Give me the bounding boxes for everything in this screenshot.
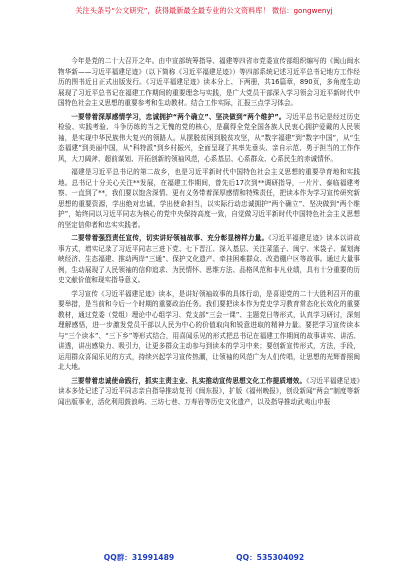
footer-qq: QQ：535304092 (236, 553, 305, 562)
paragraph-6-text: 《习近平福建足迹》读本多处记述了习近平同志亲自指导推动复刊《闽东报》，扩版《福州晚报》，创设新闻“两会”制度等新闻出版事业，活化利用鼓浪屿、三坊七巷、万寿岩等历史文化遗产，以及指导推动武夷山申报 (58, 376, 361, 406)
paragraph-2-text: 习近平总书记是经过历史检验、实践考验、斗争历练的当之无愧的党的核心，是赢得全党全国各族人民衷心拥护爱戴的人民领袖，是实现中华民族伟大复兴的领路人。从摆脱贫困到脱贫攻坚，从“数字福建”到“数字中国”，从“生态福建”到美丽中国，从“科特派”到乡村振兴，全面呈现了其率先垂头、亲自示范、勇于担当的工作作风，大刀阔斧、超前谋划、开拓创新的领袖风范，心系基层、心系群众、心系民生的赤诚情怀。 (58, 112, 360, 163)
paragraph-3 (58, 167, 360, 230)
footer-contacts (0, 552, 408, 563)
paragraph-4-text: 《习近平福建足迹》读本以讲故事方式，增实记录了习近平同志三进下党、七下晋江、深入基层、关注菜篮子、闽宁、米袋子、谋划海峡经济、生态福建、推动两岸“三通”、保护文化遗产、牵挂困难群众、改造棚户区等故事。通过大量事例，生动展现了人民领袖的信仰追求、为民情怀、思维方法、品格风范和非凡业绩，具有十分重要的历史文献价值和现实指导意义。 (58, 234, 360, 284)
paragraph-1 (58, 56, 360, 109)
paragraph-5-text: 学习宣传《习近平福建足迹》读本，是讲好领袖故事的具体行动，是喜迎党的二十大胜利召开的重要举措，是当前和今后一个时期的重要政治任务。我们要把读本作为党史学习教育常态化长效化的重要教材，通过党委（党组）理论中心组学习、党支部“三会一课”、主题党日等形式，认真学习研讨，深刻理解感悟，进一步激发党员干部以人民为中心的价值取向和锐意进取的精神力量。要把学习宣传读本与“三个读本”、“三下乡”等形式结合，用喜闻乐见的形式把总书记在福建工作期间的故事讲实、讲活、讲透，讲出感染力、吸引力，让更多群众主动参与到读本的学习中来；要创新宣传形式，方法，手段，运用群众喜闻乐见的方式，持续兴起学习宣传热潮，让领袖的风范广为人们传唱，让思想的光辉普照闽北大地。 (58, 289, 360, 371)
paragraph-4 (58, 233, 360, 286)
banner-line-1: 关注头条号“公文研究”，获得最新最全最专业的公文资料库！ 微信：gongwenyj (75, 6, 333, 15)
paragraph-6-lead: 三要带着忠诚使命践行，抓实主责主业、扎实推动宣传思想文化工作提质增效。 (71, 376, 307, 385)
footer-qq-group: QQ群：31991489 (103, 553, 175, 562)
paragraph-4-lead: 二要带着强烈责任宣传，切实讲好领袖故事、充分彰显榜样力量。 (71, 234, 269, 242)
paragraph-6 (58, 376, 360, 408)
paragraph-2 (58, 112, 360, 165)
header-banner (0, 6, 408, 15)
paragraph-1-text: 今年是党的二十大召开之年。由中宣部统筹指导、福建等四省市党委宣传部组织编写的《闽山闽水物华新——习近平福建足迹》（以下简称《习近平福建足迹》）等四部系统记述习近平总书记地方工作经历的图书近日正式出版发行。《习近平福建足迹》读本分上、下两册，共16篇章，890页，多角度生动展现了习近平总书记在福建工作期间的重要理念与实践，是广大党员干部深入学习领会习近平新时代中国特色社会主义思想的重要参考和生动教材。结合工作实际，汇报三点学习体会。 (58, 57, 360, 107)
document-body (58, 56, 360, 407)
paragraph-5 (58, 289, 360, 373)
paragraph-3-text: 福建是习近平总书记的第二故乡，也是习近平新时代中国特色社会主义思想的重要孕育地和实践地。总书记十分关心关注**发展，在福建工作期间，曾先后17次到**调研指导，一片片、泰临福建考察、一直到了**，我们要以饱含深情、更有义务带着深厚感情和特殊责任，把读本作为学习宣传研究新思想的重要资源，学出绝对忠诚、学出使命担当，以实际行动忠诚拥护“两个确立”、坚决做到“两个维护”，始终同以习近平同志为核心的党中央保持高度一致，自觉做习近平新时代中国特色社会主义思想的坚定信仰者和忠实实践者。 (58, 168, 360, 229)
paragraph-2-lead: 一要带着深厚感情学习，忠诚拥护“两个确立”、坚决做到“两个维护”。 (71, 112, 286, 121)
